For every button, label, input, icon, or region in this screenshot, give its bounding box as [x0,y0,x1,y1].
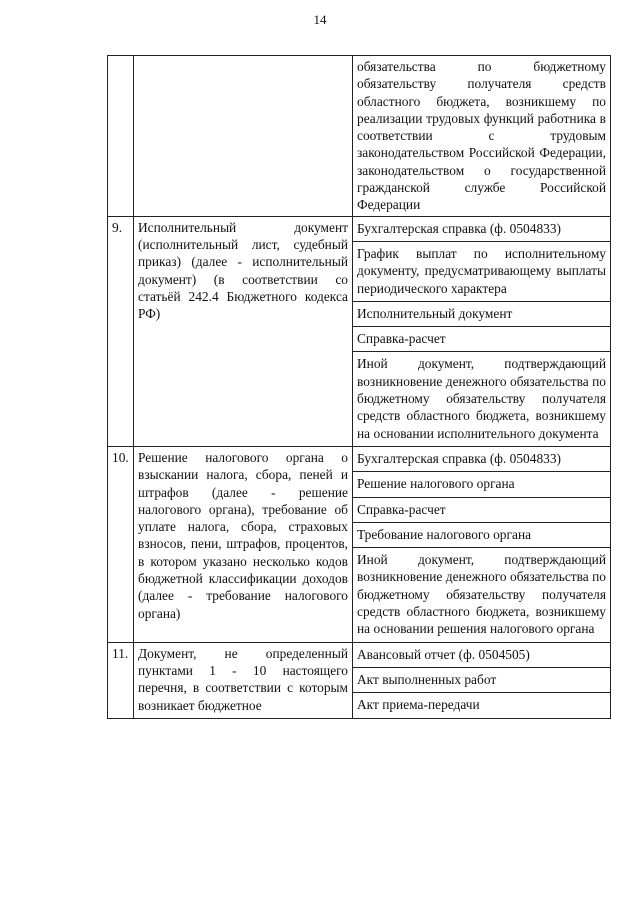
document-cell: Бухгалтерская справка (ф. 0504833) [353,446,611,471]
document-cell: обязательства по бюджетному обязательству получателя средств областного бюджета, возникшему по реализации трудовых функций работника в соответствии с трудовым законодательством Российской Федерации, законодательством о государственной гражданской службе Российской Федерации [353,56,611,217]
document-cell: Справка-расчет [353,327,611,352]
table-row-11 [108,642,611,667]
table-row-continuation [108,56,611,217]
table-row-10 [108,446,611,471]
document-cell: Акт приема-передачи [353,693,611,718]
document-cell: Иной документ, подтверждающий возникновение денежного обязательства по бюджетному обязательству получателя средств областного бюджета, возникшему на основании исполнительного документа [353,352,611,446]
document-cell: Решение налогового органа [353,472,611,497]
document-cell: Авансовый отчет (ф. 0504505) [353,642,611,667]
table-row-9 [108,216,611,241]
page-number: 14 [313,12,327,27]
document-cell: Исполнительный документ [353,301,611,326]
document-cell: Акт выполненных работ [353,667,611,692]
documents-table [107,55,611,719]
row-number-cell: 9. [108,216,134,446]
basis-cell: Решение налогового органа о взыскании налога, сбора, пеней и штрафов (далее - решение налогового органа), требование об уплате налога, сбора, страховых взносов, пени, штрафов, процентов, в котором указано несколько кодов бюджетной классификации доходов (далее - требование налогового органа) [134,446,353,642]
document-cell: Справка-расчет [353,497,611,522]
basis-cell: Документ, не определенный пунктами 1 - 10 настоящего перечня, в соответствии с которым возникает бюджетное [134,642,353,718]
row-number-cell: 11. [108,642,134,718]
row-number-cell [108,56,134,217]
document-cell: Требование налогового органа [353,522,611,547]
basis-cell [134,56,353,217]
basis-cell: Исполнительный документ (исполнительный лист, судебный приказ) (далее - исполнительный документ) (в соответствии со статьёй 242.4 Бюджетного кодекса РФ) [134,216,353,446]
row-number-cell: 10. [108,446,134,642]
document-cell: Иной документ, подтверждающий возникновение денежного обязательства по бюджетному обязательству получателя средств областного бюджета, возникшему на основании решения налогового органа [353,548,611,642]
document-cell: График выплат по исполнительному документу, предусматривающему выплаты периодического характера [353,241,611,301]
document-cell: Бухгалтерская справка (ф. 0504833) [353,216,611,241]
